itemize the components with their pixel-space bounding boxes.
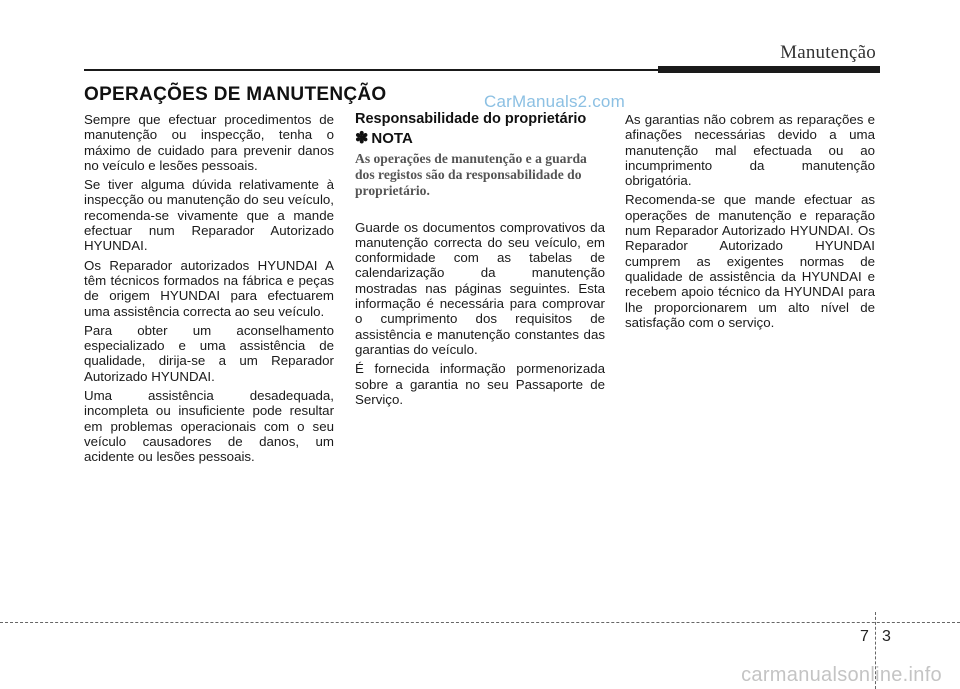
paragraph: Recomenda-se que mande efectuar as operações de manutenção e reparação num Reparador Autorizado HYUNDAI. Os Reparador Autorizado HYUNDAI cumprem as exigentes normas de qualidade de assistência da HYUNDAI e recebem apoio técnico da HYUNDAI para lhe proporcionarem um alto nível de satisfação com o serviço. bbox=[625, 192, 875, 330]
header-rule-thick bbox=[658, 66, 880, 73]
watermark-bottom: carmanualsonline.info bbox=[741, 664, 942, 686]
column-2 bbox=[355, 112, 605, 411]
header-rule-thin bbox=[84, 69, 664, 71]
section-title: OPERAÇÕES DE MANUTENÇÃO bbox=[84, 84, 387, 105]
column-3 bbox=[625, 112, 875, 334]
paragraph: Guarde os documentos comprovativos da manutenção correcta do seu veículo, em conformidade com as tabelas de calendarização da manutenção mostradas nas páginas seguintes. Esta informação é necessária para comprovar o cumprimento dos requisitos de assistência e manutenção constantes das garantias do veículo. bbox=[355, 219, 605, 357]
paragraph: As garantias não cobrem as reparações e afinações necessárias devido a uma manutenção mal efectuada ou ao incumprimento da manutenção obrigatória. bbox=[625, 112, 875, 189]
paragraph: Se tiver alguma dúvida relativamente à inspecção ou manutenção do seu veículo, recomenda-se vivamente que a mande efectuar num Reparador Autorizado HYUNDAI. bbox=[84, 177, 334, 254]
page-chapter-number: 7 bbox=[860, 628, 869, 645]
chapter-header-title: Manutenção bbox=[780, 42, 876, 63]
nota-text: As operações de manutenção e a guarda dos registos são da responsabilidade do proprietário. bbox=[355, 150, 587, 198]
page-number: 3 bbox=[882, 628, 891, 645]
subheading: Responsabilidade do proprietário bbox=[355, 111, 587, 127]
column-1 bbox=[84, 112, 334, 469]
paragraph: Sempre que efectuar procedimentos de manutenção ou inspecção, tenha o máximo de cuidado para prevenir danos no veículo e lesões pessoais. bbox=[84, 112, 334, 173]
footer-divider bbox=[0, 622, 960, 623]
paragraph: Os Reparador autorizados HYUNDAI A têm técnicos formados na fábrica e peças de origem HYUNDAI para efectuarem uma assistência correcta ao seu veículo. bbox=[84, 257, 334, 319]
watermark-top: CarManuals2.com bbox=[484, 92, 625, 111]
nota-heading bbox=[355, 131, 605, 146]
paragraph: Para obter um aconselhamento especializado e uma assistência de qualidade, dirija-se a um Reparador Autorizado HYUNDAI. bbox=[84, 322, 334, 384]
paragraph: Uma assistência desadequada, incompleta ou insuficiente pode resultar em problemas operacionais com o seu veículo causadores de danos, um acidente ou lesões pessoais. bbox=[84, 388, 334, 465]
asterisk-icon: ✽ bbox=[355, 130, 369, 148]
paragraph: É fornecida informação pormenorizada sobre a garantia no seu Passaporte de Serviço. bbox=[355, 361, 605, 407]
nota-label: NOTA bbox=[371, 130, 413, 148]
